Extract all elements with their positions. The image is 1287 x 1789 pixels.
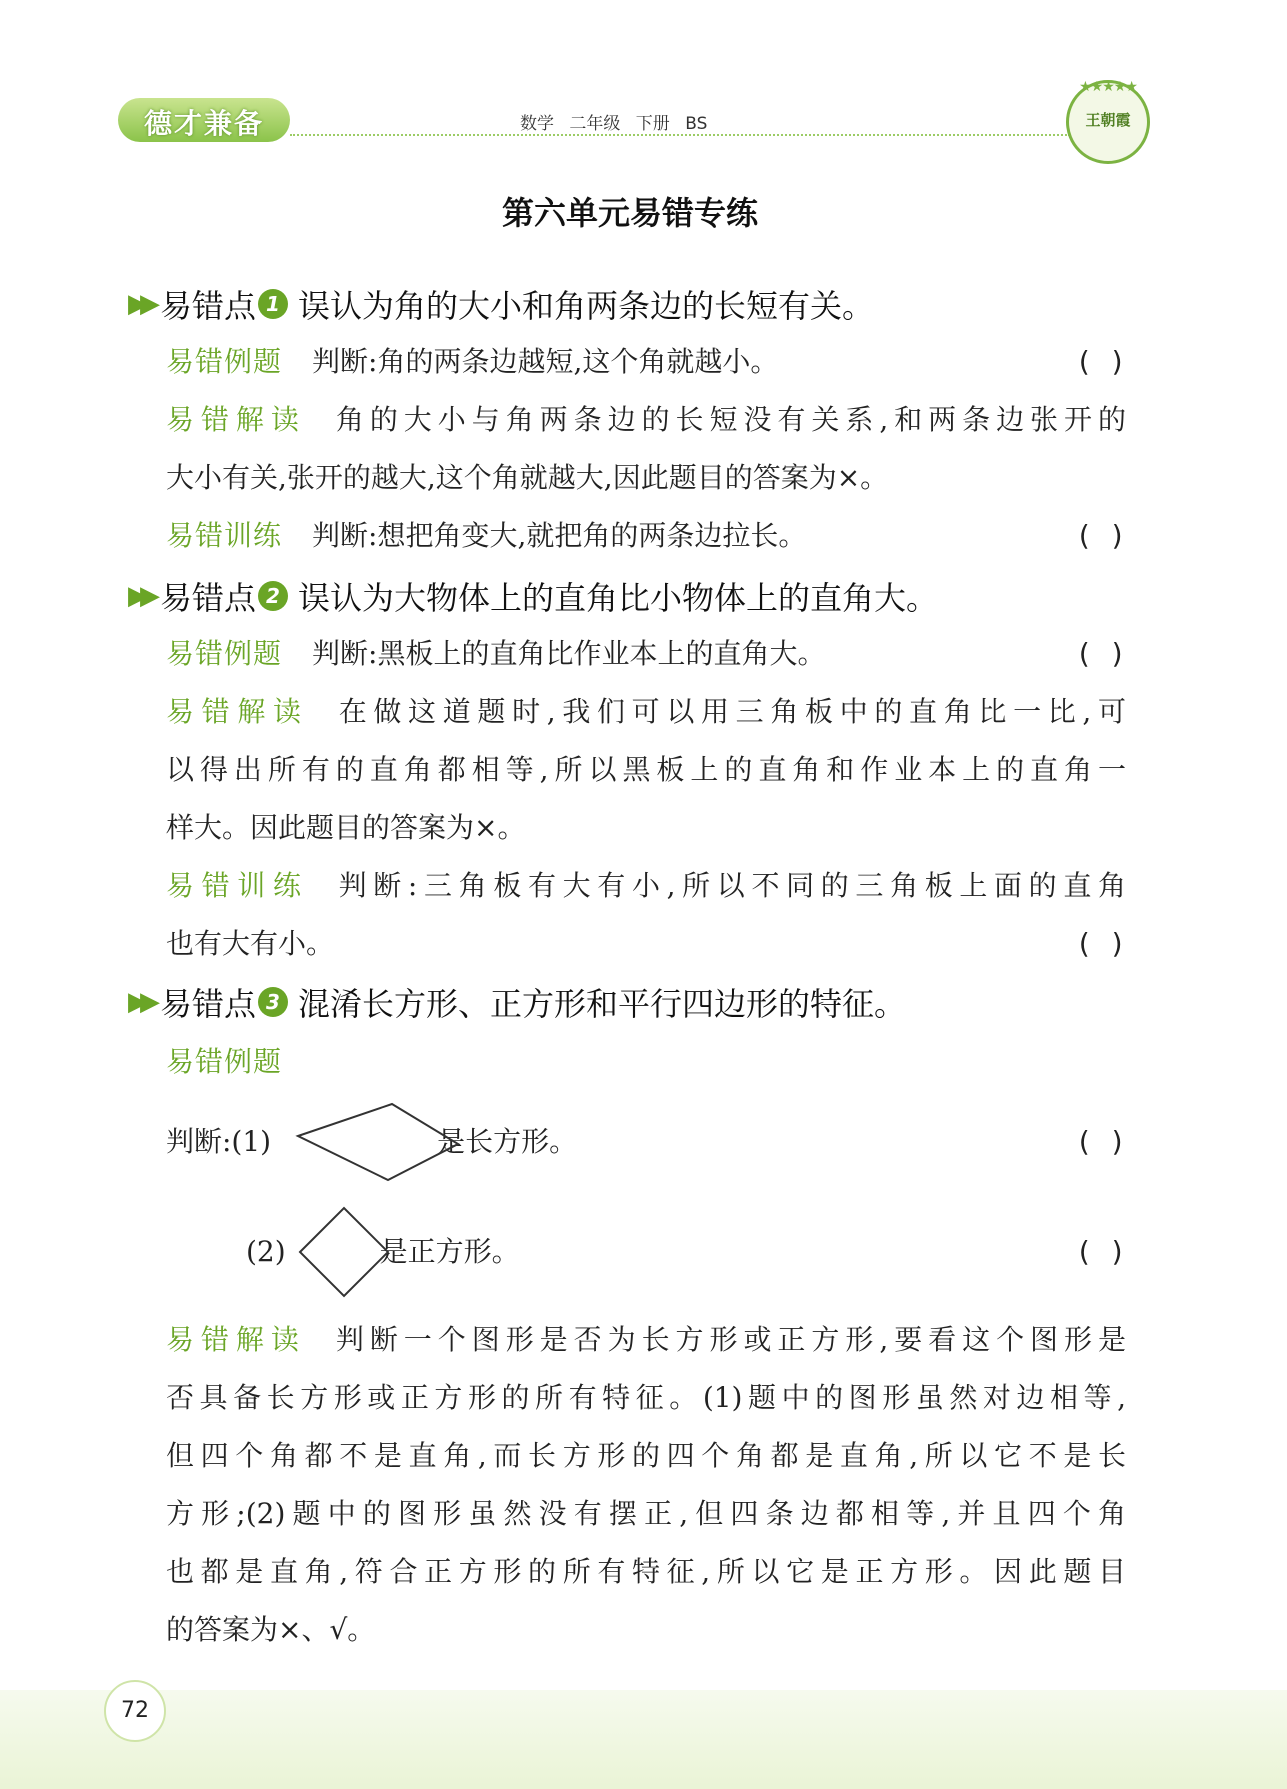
error-point-2-heading [128, 576, 938, 616]
point-label: 易错点 [160, 579, 257, 617]
analysis-line: 否具备长方形或正方形的所有特征。(1)题中的图形虽然对边相等, [166, 1381, 1126, 1414]
analysis-line: 大小有关,张开的越大,这个角就越大,因此题目的答案为×。 [166, 461, 889, 494]
training-text: 判断:想把角变大,就把角的两条边拉长。 [312, 519, 807, 552]
analysis-text: 判断一个图形是否为长方形或正方形,要看这个图形是 [335, 1323, 1126, 1356]
seal-name: 王朝霞 [1085, 111, 1131, 129]
analysis-line: 方形;(2)题中的图形虽然没有摆正,但四条边都相等,并且四个角 [166, 1497, 1126, 1530]
analysis-line [166, 1318, 1126, 1362]
parallelogram-figure [294, 1100, 464, 1184]
analysis-label: 易错解读 [166, 1323, 306, 1356]
course-info: 数学 二年级 下册 BS [520, 114, 708, 134]
example-text: 判断:角的两条边越短,这个角就越小。 [312, 345, 779, 378]
logo-text: 德才兼备 [143, 107, 264, 140]
question-1-prefix: 判断:(1) [166, 1125, 272, 1158]
example-text: 判断:黑板上的直角比作业本上的直角大。 [312, 637, 826, 670]
point-description: 误认为角的大小和角两条边的长短有关。 [298, 287, 875, 325]
example-line [166, 632, 1126, 676]
answer-bracket: ( ) [1075, 345, 1126, 378]
point-number-badge: 2 [258, 581, 288, 611]
analysis-line [166, 690, 1126, 734]
rotated-square-figure [296, 1204, 392, 1300]
footer-band [0, 1690, 1287, 1789]
answer-bracket: ( ) [1075, 519, 1126, 552]
example-line [166, 340, 1126, 384]
training-text: 判断:三角板有大有小,所以不同的三角板上面的直角 [338, 869, 1126, 902]
error-point-3-heading [128, 982, 906, 1022]
example-label: 易错例题 [166, 1045, 283, 1078]
point-description: 误认为大物体上的直角比小物体上的直角大。 [298, 579, 939, 617]
analysis-text: 在做这道题时,我们可以用三角板中的直角比一比,可 [338, 695, 1126, 728]
page-number: 72 [104, 1680, 166, 1742]
answer-bracket: ( ) [1075, 927, 1126, 960]
answer-bracket: ( ) [1075, 1235, 1126, 1268]
example-label: 易错例题 [166, 637, 283, 670]
analysis-line: 也都是直角,符合正方形的所有特征,所以它是正方形。因此题目 [166, 1555, 1126, 1588]
author-seal [1066, 80, 1150, 164]
training-text: 也有大有小。 [166, 927, 335, 960]
analysis-line: 但四个角都不是直角,而长方形的四个角都是直角,所以它不是长 [166, 1439, 1126, 1472]
question-1-suffix: 是长方形。 [437, 1125, 578, 1158]
point-number-badge: 3 [258, 987, 288, 1017]
seal-stars-icon: ★★★★★ [1079, 79, 1137, 95]
brand-logo [118, 84, 298, 146]
analysis-text: 角的大小与角两条边的长短没有关系,和两条边张开的 [335, 403, 1126, 436]
example-label-line [166, 1040, 1126, 1084]
question-2-suffix: 是正方形。 [379, 1235, 520, 1268]
example-label: 易错例题 [166, 345, 283, 378]
point-description: 混淆长方形、正方形和平行四边形的特征。 [298, 985, 907, 1023]
header-divider [290, 134, 1070, 136]
answer-bracket: ( ) [1075, 637, 1126, 670]
analysis-line [166, 398, 1126, 442]
answer-bracket: ( ) [1075, 1125, 1126, 1158]
training-line [166, 864, 1126, 908]
double-arrow-icon: ▶▶ [128, 987, 152, 1017]
training-line [166, 514, 1126, 558]
analysis-label: 易错解读 [166, 695, 309, 728]
page-title: 第六单元易错专练 [501, 194, 758, 232]
point-number-badge: 1 [258, 289, 288, 319]
point-label: 易错点 [160, 287, 257, 325]
analysis-label: 易错解读 [166, 403, 306, 436]
double-arrow-icon: ▶▶ [128, 581, 152, 611]
analysis-line: 以得出所有的直角都相等,所以黑板上的直角和作业本上的直角一 [166, 753, 1126, 786]
training-label: 易错训练 [166, 869, 309, 902]
analysis-line: 的答案为×、√。 [166, 1613, 376, 1646]
analysis-line: 样大。因此题目的答案为×。 [166, 811, 526, 844]
training-label: 易错训练 [166, 519, 283, 552]
point-label: 易错点 [160, 985, 257, 1023]
double-arrow-icon: ▶▶ [128, 289, 152, 319]
training-line [166, 922, 1126, 966]
error-point-1-heading [128, 284, 874, 324]
question-2-prefix: (2) [246, 1235, 286, 1268]
